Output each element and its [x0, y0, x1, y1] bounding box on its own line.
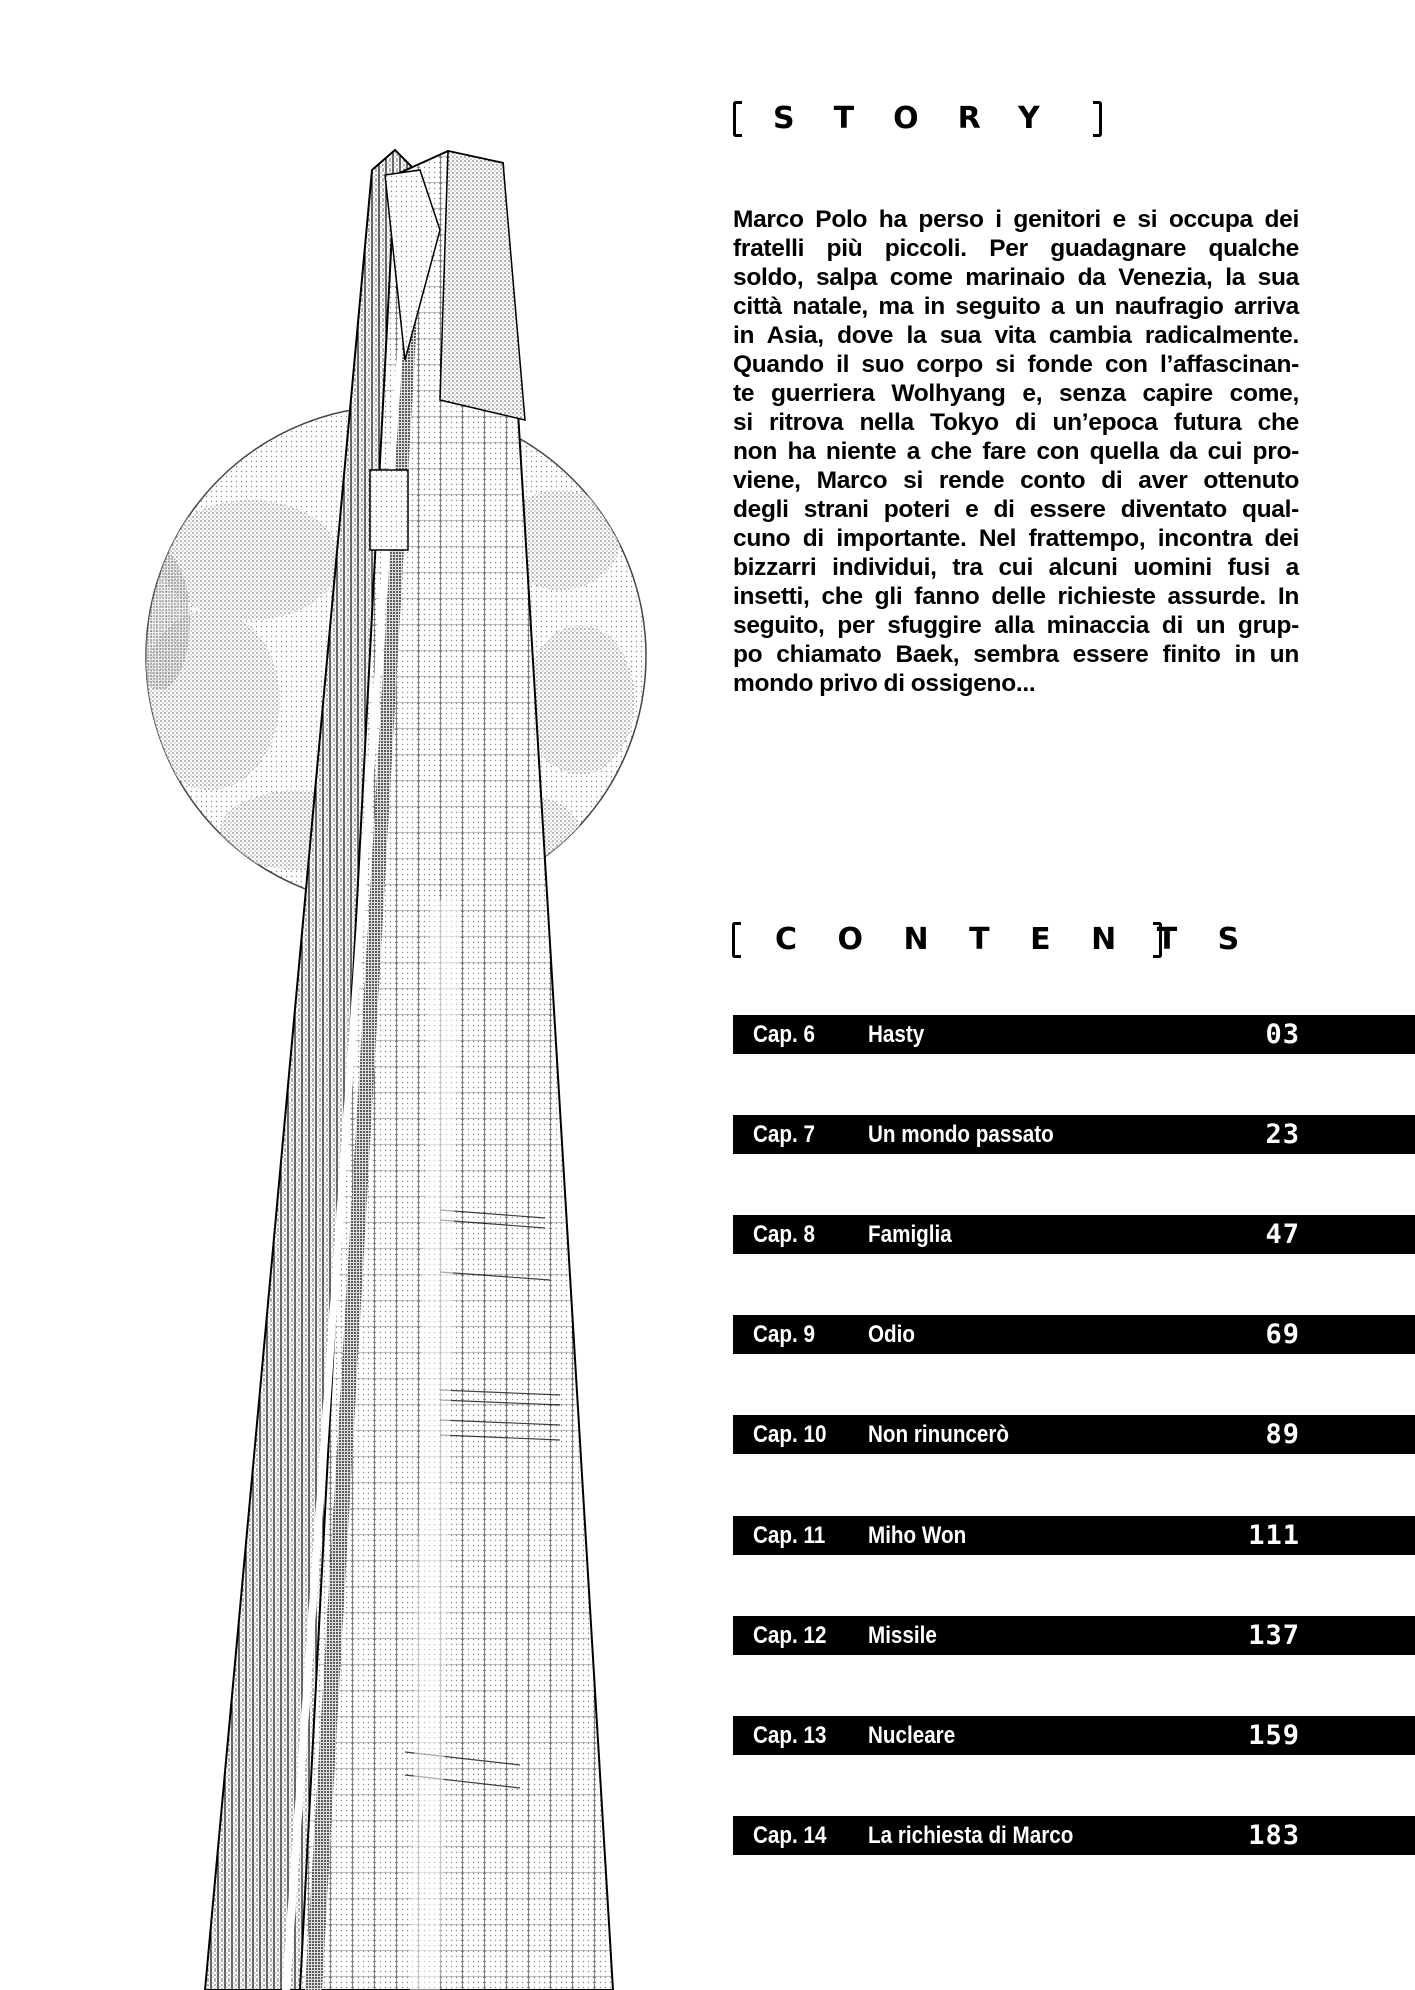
- story-line: non ha niente a che fare con quella da cui pro-: [733, 438, 1299, 465]
- toc-row-cap-12[interactable]: [733, 1616, 1415, 1655]
- right-bracket-icon: [1093, 101, 1102, 137]
- toc-row-cap-10[interactable]: [733, 1415, 1415, 1454]
- story-line: cuno di importante. Nel frattempo, incontra dei: [733, 525, 1299, 552]
- toc-row-cap-11[interactable]: [733, 1516, 1415, 1555]
- chapter-page: 47: [1265, 1219, 1300, 1250]
- chapter-title: Famiglia: [868, 1221, 952, 1248]
- chapter-page: 159: [1248, 1720, 1300, 1751]
- tower-graphic: [205, 150, 613, 1990]
- story-heading-text: STORY: [773, 101, 1079, 136]
- chapter-title: Miho Won: [868, 1522, 967, 1549]
- toc-row-cap-14[interactable]: [733, 1816, 1415, 1855]
- chapter-number: Cap. 7: [753, 1121, 815, 1148]
- chapter-page: 137: [1248, 1620, 1300, 1651]
- chapter-title: Nucleare: [868, 1722, 956, 1749]
- toc-row-cap-9[interactable]: [733, 1315, 1415, 1354]
- chapter-title: Hasty: [868, 1021, 925, 1048]
- chapter-title: La richiesta di Marco: [868, 1822, 1074, 1849]
- chapter-title: Odio: [868, 1321, 916, 1348]
- toc-row-cap-6[interactable]: [733, 1015, 1415, 1054]
- story-line: Quando il suo corpo si fonde con l’affascinan-: [733, 351, 1299, 378]
- story-line: seguito, per sfuggire alla minaccia di un grup-: [733, 612, 1299, 639]
- story-line: degli strani poteri e di essere diventato qual-: [733, 496, 1299, 523]
- story-line: viene, Marco si rende conto di aver ottenuto: [733, 467, 1299, 494]
- story-line: si ritrova nella Tokyo di un’epoca futura che: [733, 409, 1299, 436]
- story-line: Marco Polo ha perso i genitori e si occupa dei: [733, 206, 1299, 233]
- chapter-number: Cap. 10: [753, 1421, 827, 1448]
- chapter-title: Un mondo passato: [868, 1121, 1054, 1148]
- story-line: po chiamato Baek, sembra essere finito in un: [733, 641, 1299, 668]
- chapter-number: Cap. 14: [753, 1822, 827, 1849]
- chapter-number: Cap. 8: [753, 1221, 815, 1248]
- story-heading: [733, 101, 1103, 137]
- story-line: mondo privo di ossigeno...: [733, 670, 1036, 697]
- story-line: fratelli più piccoli. Per guadagnare qualche: [733, 235, 1299, 262]
- toc-row-cap-8[interactable]: [733, 1215, 1415, 1254]
- chapter-page: 23: [1265, 1119, 1300, 1150]
- story-line: in Asia, dove la sua vita cambia radicalmente.: [733, 322, 1299, 349]
- chapter-page: 111: [1248, 1520, 1300, 1551]
- chapter-number: Cap. 13: [753, 1722, 827, 1749]
- contents-heading: [732, 922, 1280, 958]
- chapter-page: 69: [1265, 1319, 1300, 1350]
- contents-heading-text: CONTENTS: [775, 922, 1280, 957]
- chapter-number: Cap. 6: [753, 1021, 815, 1048]
- chapter-number: Cap. 9: [753, 1321, 815, 1348]
- chapter-number: Cap. 11: [753, 1522, 826, 1549]
- chapter-title: Missile: [868, 1622, 937, 1649]
- chapter-page: 183: [1248, 1820, 1300, 1851]
- chapter-number: Cap. 12: [753, 1622, 827, 1649]
- story-line: città natale, ma in seguito a un naufragio arriva: [733, 293, 1299, 320]
- left-bracket-icon: [733, 101, 742, 137]
- toc-row-cap-7[interactable]: [733, 1115, 1415, 1154]
- toc-row-cap-13[interactable]: [733, 1716, 1415, 1755]
- story-line: insetti, che gli fanno delle richieste assurde. In: [733, 583, 1299, 610]
- story-line: te guerriera Wolhyang e, senza capire come,: [733, 380, 1299, 407]
- chapter-page: 89: [1265, 1419, 1300, 1450]
- chapter-page: 03: [1265, 1019, 1300, 1050]
- left-bracket-icon: [732, 922, 741, 958]
- story-synopsis: [733, 205, 1299, 698]
- right-bracket-icon: [1153, 922, 1162, 958]
- story-line: bizzarri individui, tra cui alcuni uomini fusi a: [733, 554, 1299, 581]
- story-line: soldo, salpa come marinaio da Venezia, la sua: [733, 264, 1299, 291]
- chapter-title: Non rinuncerò: [868, 1421, 1010, 1448]
